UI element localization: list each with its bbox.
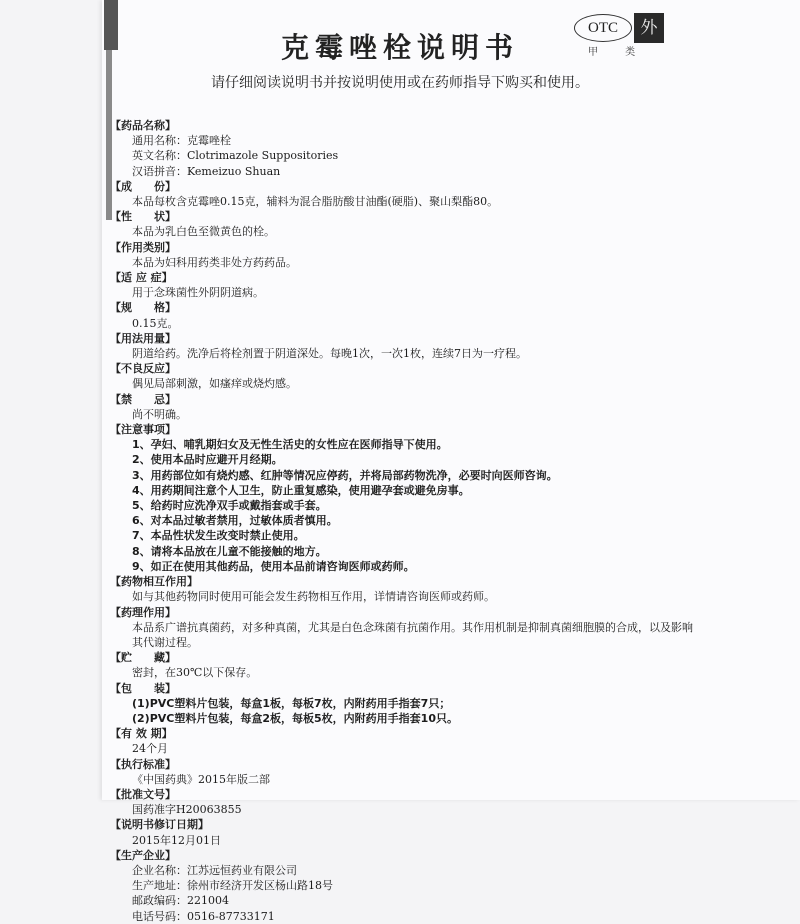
section-head-indication: 【适 应 症】 [110, 271, 173, 285]
section-head-name: 【药品名称】 [110, 119, 176, 132]
pharmacology-text: 本品系广谱抗真菌药，对多种真菌，尤其是白色念珠菌有抗菌作用。其作用机制是抑制真菌细胞膜的合成，以及影响其代谢过程。 [132, 620, 693, 649]
pinyin-name: 汉语拼音：Kemeizuo Shuan [132, 164, 281, 178]
composition-text: 本品每枚含克霉唑0.15克，辅料为混合脂肪酸甘油酯(硬脂)、聚山梨酯80。 [132, 195, 499, 209]
section-head-pharmacology: 【药理作用】 [110, 605, 176, 619]
validity-text: 24个月 [132, 742, 168, 756]
contraindications-text: 尚不明确。 [132, 407, 187, 421]
spec-text: 0.15克。 [132, 316, 179, 330]
section-head-interaction: 【药物相互作用】 [110, 575, 198, 589]
section-head-category: 【作用类别】 [110, 240, 176, 254]
section-head-revision-date: 【说明书修订日期】 [110, 818, 209, 832]
usage-notice: 请仔细阅读说明书并按说明使用或在药师指导下购买和使用。 [211, 75, 589, 91]
insert-body [110, 118, 700, 924]
section-head-precautions: 【注意事项】 [110, 423, 176, 437]
precaution-item: 2、使用本品时应避开月经期。 [132, 453, 283, 467]
section-head-adverse: 【不良反应】 [110, 362, 176, 376]
otc-badge: OTC [574, 14, 632, 42]
section-head-storage: 【贮 藏】 [110, 651, 176, 665]
section-head-composition: 【成 份】 [110, 179, 176, 193]
external-use-badge: 外 [634, 13, 664, 43]
precaution-item: 6、对本品过敏者禁用，过敏体质者慎用。 [132, 514, 338, 528]
section-head-validity: 【有 效 期】 [110, 727, 173, 741]
precaution-item: 8、请将本品放在儿童不能接触的地方。 [132, 544, 327, 558]
manufacturer-phone: 电话号码：0516-87733171 [132, 909, 275, 923]
manufacturer-name: 企业名称：江苏远恒药业有限公司 [132, 863, 297, 877]
section-head-manufacturer: 【生产企业】 [110, 848, 176, 862]
section-head-standard: 【执行标准】 [110, 757, 176, 771]
indication-text: 用于念珠菌性外阴阴道病。 [132, 286, 264, 300]
section-head-contraindications: 【禁 忌】 [110, 392, 176, 406]
package-line: (2)PVC塑料片包装，每盒2板，每板5枚，内附药用手指套10只。 [132, 711, 458, 725]
approval-number: 国药准字H20063855 [132, 803, 242, 817]
manufacturer-postcode: 邮政编码：221004 [132, 894, 229, 908]
section-head-spec: 【规 格】 [110, 301, 176, 315]
character-text: 本品为乳白色至微黄色的栓。 [132, 225, 275, 239]
precaution-item: 5、给药时应洗净双手或戴指套或手套。 [132, 499, 327, 513]
manufacturer-address: 生产地址：徐州市经济开发区杨山路18号 [132, 879, 333, 893]
english-name: 英文名称：Clotrimazole Suppositories [132, 149, 339, 163]
package-line: (1)PVC塑料片包装，每盒1板，每板7枚，内附药用手指套7只； [132, 696, 451, 710]
category-text: 本品为妇科用药类非处方药药品。 [132, 255, 297, 269]
document-title: 克霉唑栓说明书 [280, 31, 519, 64]
precaution-item: 4、用药期间注意个人卫生，防止重复感染，使用避孕套或避免房事。 [132, 483, 470, 497]
precaution-item: 7、本品性状发生改变时禁止使用。 [132, 529, 305, 543]
interaction-text: 如与其他药物同时使用可能会发生药物相互作用，详情请咨询医师或药师。 [132, 590, 495, 604]
precaution-item: 9、如正在使用其他药品，使用本品前请咨询医师或药师。 [132, 559, 415, 573]
standard-text: 《中国药典》2015年版二部 [132, 772, 270, 786]
section-head-approval: 【批准文号】 [110, 787, 176, 801]
adverse-text: 偶见局部刺激，如瘙痒或烧灼感。 [132, 377, 297, 391]
revision-date: 2015年12月01日 [132, 833, 221, 847]
storage-text: 密封，在30℃以下保存。 [132, 666, 258, 680]
precaution-item: 1、孕妇、哺乳期妇女及无性生活史的女性应在医师指导下使用。 [132, 438, 448, 452]
section-head-package: 【包 装】 [110, 681, 176, 695]
common-name: 通用名称：克霉唑栓 [132, 134, 231, 148]
section-head-character: 【性 状】 [110, 210, 176, 224]
section-head-usage: 【用法用量】 [110, 331, 176, 345]
precaution-item: 3、用药部位如有烧灼感、红肿等情况应停药，并将局部药物洗净，必要时向医师咨询。 [132, 468, 558, 482]
otc-class-label: 甲 类 [588, 47, 648, 58]
usage-text: 阴道给药。洗净后将栓剂置于阴道深处。每晚1次，一次1枚，连续7日为一疗程。 [132, 347, 527, 361]
